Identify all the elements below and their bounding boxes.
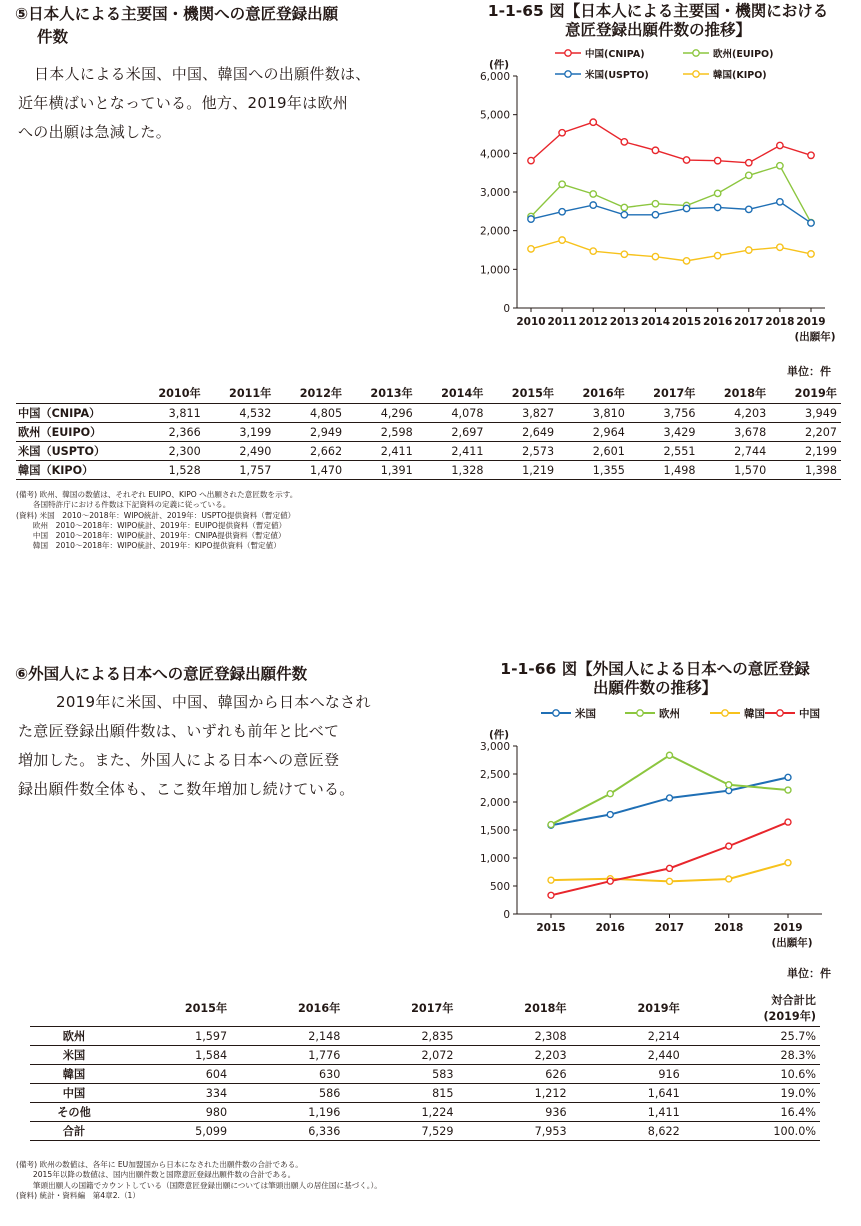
- column-header-year: 2019年: [770, 383, 841, 404]
- legend-label: 欧州: [659, 708, 680, 720]
- data-point: [652, 201, 658, 207]
- table-cell: 1,597: [118, 1027, 231, 1046]
- data-point: [559, 130, 565, 136]
- series-line: [551, 755, 788, 824]
- legend-swatch-marker: [637, 710, 643, 716]
- data-point: [621, 139, 627, 145]
- section6-para-line: 増加した。また、外国人による日本への意匠登: [18, 751, 340, 769]
- data-point: [785, 774, 791, 780]
- table-cell: 1,498: [629, 461, 700, 480]
- row-label: 韓国: [30, 1065, 118, 1084]
- table-cell: 1,219: [487, 461, 558, 480]
- data-point: [714, 252, 720, 258]
- legend-swatch-marker: [777, 710, 783, 716]
- row-label: 欧州: [30, 1027, 118, 1046]
- table-cell: 2,598: [346, 423, 417, 442]
- data-point: [808, 251, 814, 257]
- series-line: [531, 240, 811, 261]
- table-cell: 2,551: [629, 442, 700, 461]
- figure-66-title: [465, 660, 845, 698]
- table-cell: 2,308: [457, 1027, 570, 1046]
- table-corner-cell: [16, 383, 134, 404]
- figure-65-title: [462, 2, 854, 40]
- table-row: [30, 1084, 820, 1103]
- data-point: [777, 244, 783, 250]
- table-cell: 2,697: [417, 423, 488, 442]
- data-point: [621, 204, 627, 210]
- table-cell-ratio: 25.7%: [684, 1027, 820, 1046]
- table-row: [16, 423, 841, 442]
- x-axis-label: (出願年): [794, 331, 836, 343]
- table-cell: 2,662: [275, 442, 346, 461]
- x-tick-label: 2017: [734, 316, 764, 328]
- table-cell: 2,649: [487, 423, 558, 442]
- data-point: [621, 251, 627, 257]
- table-cell: 1,398: [770, 461, 841, 480]
- section6-para-line: た意匠登録出願件数は、いずれも前年と比べて: [18, 722, 340, 740]
- table-cell-ratio: 28.3%: [684, 1046, 820, 1065]
- table-cell: 3,810: [558, 404, 629, 423]
- y-tick-label: 0: [503, 909, 510, 921]
- table-cell: 2,411: [417, 442, 488, 461]
- legend-label: 欧州(EUIPO): [713, 49, 774, 60]
- figure-65-unit: 単位：件: [787, 365, 831, 378]
- data-point: [746, 247, 752, 253]
- section5-para-line: 日本人による米国、中国、韓国への出願件数は、: [34, 65, 371, 83]
- legend-label: 中国(CNIPA): [585, 49, 645, 60]
- table-cell: 2,199: [770, 442, 841, 461]
- table-row: [30, 1065, 820, 1084]
- table-cell-ratio: 100.0%: [684, 1122, 820, 1141]
- column-header-ratio: [684, 990, 820, 1027]
- table-cell: 1,355: [558, 461, 629, 480]
- table-row: [30, 1046, 820, 1065]
- table-cell: 586: [231, 1084, 344, 1103]
- legend-swatch-marker: [693, 71, 699, 77]
- legend-label: 韓国(KIPO): [713, 70, 767, 81]
- table-cell: 936: [457, 1103, 570, 1122]
- data-point: [683, 205, 689, 211]
- table-cell: 2,949: [275, 423, 346, 442]
- table-cell: 2,601: [558, 442, 629, 461]
- data-point: [528, 246, 534, 252]
- row-label: 合計: [30, 1122, 118, 1141]
- table-cell: 1,470: [275, 461, 346, 480]
- legend-label: 米国(USPTO): [585, 70, 649, 81]
- table-cell: 7,529: [344, 1122, 457, 1141]
- figure-66-title-line1: 1-1-66 図【外国人による日本への意匠登録: [500, 660, 810, 678]
- column-header-year: 2013年: [346, 383, 417, 404]
- y-tick-label: 500: [489, 881, 510, 893]
- column-header-year: 2018年: [457, 990, 570, 1027]
- table-cell: 1,224: [344, 1103, 457, 1122]
- table-cell: 3,429: [629, 423, 700, 442]
- data-point: [714, 190, 720, 196]
- table-cell: 2,835: [344, 1027, 457, 1046]
- data-point: [808, 152, 814, 158]
- section6-heading: ⑥外国人による日本への意匠登録出願件数: [15, 665, 308, 683]
- table-cell: 4,296: [346, 404, 417, 423]
- table-cell: 2,440: [571, 1046, 684, 1065]
- data-point: [785, 860, 791, 866]
- y-tick-label: 6,000: [479, 71, 510, 83]
- table-cell: 334: [118, 1084, 231, 1103]
- table-cell: 4,203: [700, 404, 771, 423]
- table-cell: 1,391: [346, 461, 417, 480]
- column-header-year: 2016年: [558, 383, 629, 404]
- table-cell: 1,570: [700, 461, 771, 480]
- data-point: [548, 877, 554, 883]
- legend-swatch-marker: [565, 71, 571, 77]
- data-point: [621, 212, 627, 218]
- section5-para-line: への出願は急減した。: [18, 123, 172, 141]
- x-tick-label: 2019: [796, 316, 826, 328]
- row-label: 中国（CNIPA）: [16, 404, 134, 423]
- data-point: [528, 157, 534, 163]
- table-cell: 1,328: [417, 461, 488, 480]
- y-tick-label: 5,000: [479, 109, 510, 122]
- table-cell: 2,214: [571, 1027, 684, 1046]
- table-cell: 2,203: [457, 1046, 570, 1065]
- figure-66-table: [30, 990, 820, 1141]
- table-cell: 2,207: [770, 423, 841, 442]
- table-cell: 583: [344, 1065, 457, 1084]
- figure-66-chart: [455, 705, 855, 955]
- table-cell: 2,072: [344, 1046, 457, 1065]
- legend-swatch-marker: [565, 50, 571, 56]
- series-line: [531, 166, 811, 223]
- column-header-year: 2017年: [344, 990, 457, 1027]
- data-point: [726, 782, 732, 788]
- figure-66-unit: 単位：件: [787, 967, 831, 980]
- data-point: [714, 157, 720, 163]
- data-point: [652, 253, 658, 259]
- table-cell: 1,196: [231, 1103, 344, 1122]
- column-header-year: 2010年: [134, 383, 205, 404]
- table-cell: 2,964: [558, 423, 629, 442]
- table-cell: 2,300: [134, 442, 205, 461]
- x-tick-label: 2016: [703, 316, 733, 328]
- table-cell: 1,212: [457, 1084, 570, 1103]
- table-cell: 2,411: [346, 442, 417, 461]
- data-point: [667, 878, 673, 884]
- table-row: [16, 404, 841, 423]
- table-cell-ratio: 19.0%: [684, 1084, 820, 1103]
- table-cell: 2,573: [487, 442, 558, 461]
- row-label: その他: [30, 1103, 118, 1122]
- data-point: [652, 147, 658, 153]
- legend-label: 中国: [799, 708, 820, 720]
- table-cell: 6,336: [231, 1122, 344, 1141]
- table-cell: 3,756: [629, 404, 700, 423]
- table-cell: 2,744: [700, 442, 771, 461]
- figure-65-title-line1: 1-1-65 図【日本人による主要国・機関における: [487, 2, 829, 20]
- table-cell: 3,678: [700, 423, 771, 442]
- section5-heading-line2: 件数: [37, 28, 69, 46]
- row-label: 韓国（KIPO）: [16, 461, 134, 480]
- data-point: [652, 212, 658, 218]
- y-tick-label: 0: [503, 303, 510, 315]
- y-tick-label: 1,000: [479, 264, 510, 277]
- figure-66-title-line2: 出願件数の推移】: [592, 679, 717, 697]
- data-point: [590, 191, 596, 197]
- data-point: [590, 248, 596, 254]
- table-row: [16, 442, 841, 461]
- data-point: [667, 795, 673, 801]
- table-cell: 626: [457, 1065, 570, 1084]
- y-tick-label: 3,000: [479, 187, 510, 199]
- data-point: [777, 163, 783, 169]
- table-corner-cell: [30, 990, 118, 1027]
- table-cell: 916: [571, 1065, 684, 1084]
- data-point: [785, 819, 791, 825]
- table-row: [30, 1103, 820, 1122]
- row-label: 米国: [30, 1046, 118, 1065]
- table-cell: 4,078: [417, 404, 488, 423]
- table-cell: 4,805: [275, 404, 346, 423]
- x-tick-label: 2015: [536, 922, 566, 934]
- data-point: [559, 209, 565, 215]
- data-point: [726, 843, 732, 849]
- table-row: [16, 461, 841, 480]
- data-point: [746, 206, 752, 212]
- column-header-year: 2012年: [275, 383, 346, 404]
- data-point: [548, 892, 554, 898]
- table-cell: 5,099: [118, 1122, 231, 1141]
- y-axis-label: (件): [488, 59, 510, 71]
- table-cell: 980: [118, 1103, 231, 1122]
- x-tick-label: 2012: [578, 316, 608, 328]
- x-tick-label: 2011: [547, 316, 577, 328]
- legend-swatch-marker: [722, 710, 728, 716]
- data-point: [746, 160, 752, 166]
- data-point: [667, 752, 673, 758]
- section5-heading-line1: ⑤日本人による主要国・機関への意匠登録出願: [15, 5, 339, 23]
- data-point: [667, 865, 673, 871]
- column-header-year: 2017年: [629, 383, 700, 404]
- table-cell: 3,811: [134, 404, 205, 423]
- data-point: [607, 791, 613, 797]
- data-point: [785, 787, 791, 793]
- table-cell: 3,199: [205, 423, 276, 442]
- y-tick-label: 2,000: [479, 797, 510, 809]
- data-point: [777, 142, 783, 148]
- column-header-year: 2015年: [118, 990, 231, 1027]
- data-point: [559, 237, 565, 243]
- data-point: [528, 216, 534, 222]
- column-header-year: 2011年: [205, 383, 276, 404]
- y-axis-label: (件): [488, 729, 510, 741]
- table-cell-ratio: 16.4%: [684, 1103, 820, 1122]
- data-point: [559, 181, 565, 187]
- table-row: [30, 1027, 820, 1046]
- table-cell: 2,148: [231, 1027, 344, 1046]
- x-tick-label: 2015: [671, 316, 702, 328]
- figure-65-table: [16, 383, 841, 480]
- data-point: [714, 204, 720, 210]
- table-cell: 630: [231, 1065, 344, 1084]
- table-cell: 8,622: [571, 1122, 684, 1141]
- column-header-year: 2019年: [571, 990, 684, 1027]
- data-point: [808, 220, 814, 226]
- column-header-year: 2015年: [487, 383, 558, 404]
- row-label: 米国（USPTO）: [16, 442, 134, 461]
- figure-65-chart: [455, 40, 855, 360]
- section6-paragraph: [18, 688, 428, 804]
- y-tick-label: 2,500: [479, 769, 510, 781]
- data-point: [726, 876, 732, 882]
- row-label: 欧州（EUIPO）: [16, 423, 134, 442]
- data-point: [548, 822, 554, 828]
- figure-65-table-wrap: [16, 383, 841, 480]
- table-cell: 1,641: [571, 1084, 684, 1103]
- table-cell: 604: [118, 1065, 231, 1084]
- section6-para-line: 2019年に米国、中国、韓国から日本へなされ: [56, 693, 371, 711]
- series-line: [531, 122, 811, 163]
- table-cell: 1,757: [205, 461, 276, 480]
- legend-swatch-marker: [693, 50, 699, 56]
- table-cell: 1,776: [231, 1046, 344, 1065]
- x-tick-label: 2019: [773, 922, 803, 934]
- table-row: [30, 1122, 820, 1141]
- figure-66-table-wrap: [30, 990, 820, 1141]
- table-cell: 2,366: [134, 423, 205, 442]
- table-cell: 3,949: [770, 404, 841, 423]
- figure-66-notes: (備考) 欧州の数値は、各年に EU加盟国から日本になされた出願件数の合計である。 2015年以降の数値は、国内出願件数と国際意匠登録出願件数の合計である。 筆頭出願人の国籍でカウントしている（国際意匠登録出願については筆頭出願人の居住国に基づく。）。 (資料) 統計・資料編 第4章2.（1）: [16, 1160, 382, 1200]
- x-tick-label: 2013: [609, 316, 639, 328]
- figure-65-title-line2: 意匠登録出願件数の推移】: [564, 21, 751, 39]
- legend-swatch-marker: [553, 710, 559, 716]
- column-header-year: 2016年: [231, 990, 344, 1027]
- x-tick-label: 2018: [765, 316, 795, 328]
- ratio-header-line1: 対合計比: [771, 994, 816, 1007]
- x-tick-label: 2018: [714, 922, 744, 934]
- table-cell-ratio: 10.6%: [684, 1065, 820, 1084]
- ratio-header-line2: (2019年): [763, 1010, 816, 1023]
- data-point: [746, 172, 752, 178]
- table-cell: 2,490: [205, 442, 276, 461]
- table-cell: 1,411: [571, 1103, 684, 1122]
- table-cell: 815: [344, 1084, 457, 1103]
- figure-65-notes: (備考) 欧州、韓国の数値は、それぞれ EUIPO、KIPO へ出願された意匠数を示す。 各国特許庁における件数は下記資料の定義に従っている。 (資料) 米国 2010～2018年：WIPO統計、2019年：USPTO提供資料（暫定値） 欧州 2010～2018年：WIPO統計、2019年：EUIPO提供資料（暫定値） 中国 2010～2018年：WIPO統計、2019年：CNIPA提供資料（暫定値） 韓国 2010～2018年：WIPO統計、2019年：KIPO提供資料（暫定値）: [16, 490, 298, 551]
- legend-label: 韓国: [744, 708, 765, 720]
- x-tick-label: 2017: [654, 922, 685, 934]
- section5-heading: [15, 3, 338, 49]
- y-tick-label: 3,000: [479, 741, 510, 753]
- x-tick-label: 2010: [516, 316, 546, 328]
- table-cell: 3,827: [487, 404, 558, 423]
- x-axis-label: (出願年): [771, 937, 813, 949]
- table-cell: 7,953: [457, 1122, 570, 1141]
- row-label: 中国: [30, 1084, 118, 1103]
- data-point: [683, 157, 689, 163]
- data-point: [726, 788, 732, 794]
- data-point: [607, 812, 613, 818]
- x-tick-label: 2016: [595, 922, 625, 934]
- data-point: [607, 878, 613, 884]
- data-point: [683, 258, 689, 264]
- column-header-year: 2018年: [700, 383, 771, 404]
- data-point: [777, 199, 783, 205]
- y-tick-label: 4,000: [479, 148, 510, 161]
- y-tick-label: 2,000: [479, 225, 510, 238]
- legend-label: 米国: [575, 708, 596, 720]
- data-point: [590, 119, 596, 125]
- column-header-year: 2014年: [417, 383, 488, 404]
- x-tick-label: 2014: [640, 316, 671, 328]
- section5-para-line: 近年横ばいとなっている。他方、2019年は欧州: [18, 94, 349, 112]
- data-point: [590, 202, 596, 208]
- section6-para-line: 録出願件数全体も、ここ数年増加し続けている。: [18, 780, 355, 798]
- table-cell: 1,584: [118, 1046, 231, 1065]
- y-tick-label: 1,000: [479, 853, 510, 865]
- y-tick-label: 1,500: [479, 825, 510, 837]
- table-header-row: [16, 383, 841, 404]
- section5-paragraph: [18, 60, 428, 147]
- table-cell: 4,532: [205, 404, 276, 423]
- table-header-row: [30, 990, 820, 1027]
- table-cell: 1,528: [134, 461, 205, 480]
